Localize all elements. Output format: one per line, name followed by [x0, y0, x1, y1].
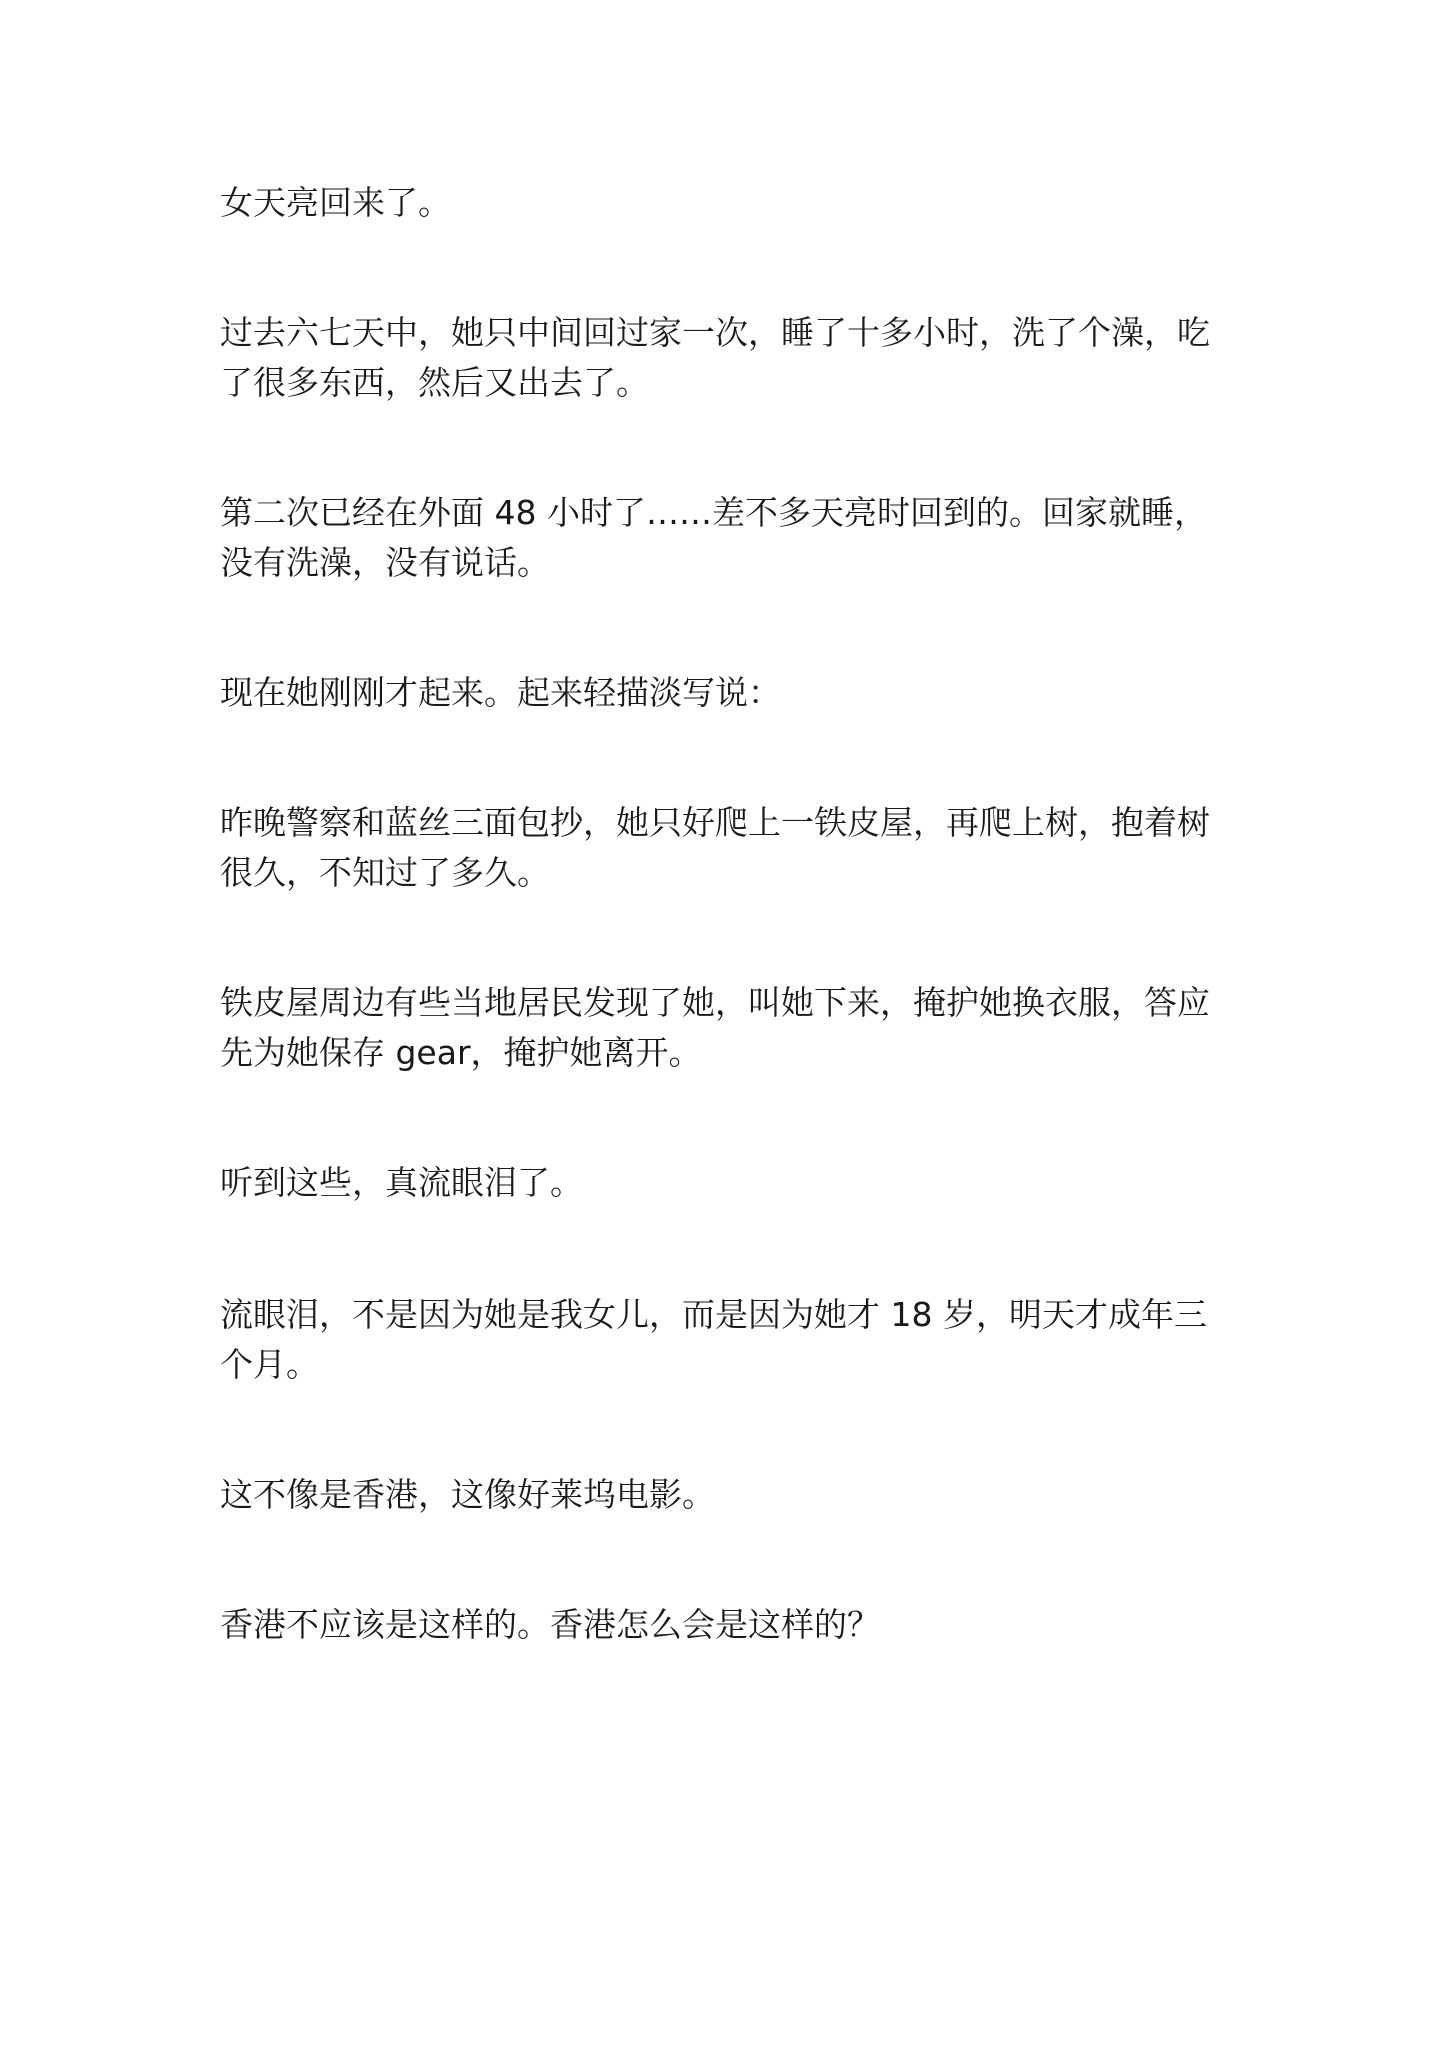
paragraph-2: 过去六七天中，她只中间回过家一次，睡了十多小时，洗了个澡，吃了很多东西，然后又出去了。 [220, 313, 1210, 402]
paragraph-9: 这不像是香港，这像好莱坞电影。 [220, 1475, 715, 1514]
paragraph-3: 第二次已经在外面 48 小时了……差不多天亮时回到的。回家就睡，没有洗澡，没有说话。 [220, 493, 1207, 582]
paragraph-8: 流眼泪，不是因为她是我女儿，而是因为她才 18 岁，明天才成年三个月。 [220, 1295, 1207, 1384]
paragraph-1: 女天亮回来了。 [220, 183, 451, 222]
paragraph-6: 铁皮屋周边有些当地居民发现了她，叫她下来，掩护她换衣服，答应先为她保存 gear，掩护她离开。 [220, 983, 1210, 1072]
paragraph-5: 昨晚警察和蓝丝三面包抄，她只好爬上一铁皮屋，再爬上树，抱着树很久，不知过了多久。 [220, 803, 1210, 892]
paragraph-4: 现在她刚刚才起来。起来轻描淡写说： [220, 673, 781, 712]
paragraph-7: 听到这些，真流眼泪了。 [220, 1163, 583, 1202]
paragraph-10: 香港不应该是这样的。香港怎么会是这样的？ [220, 1605, 880, 1644]
